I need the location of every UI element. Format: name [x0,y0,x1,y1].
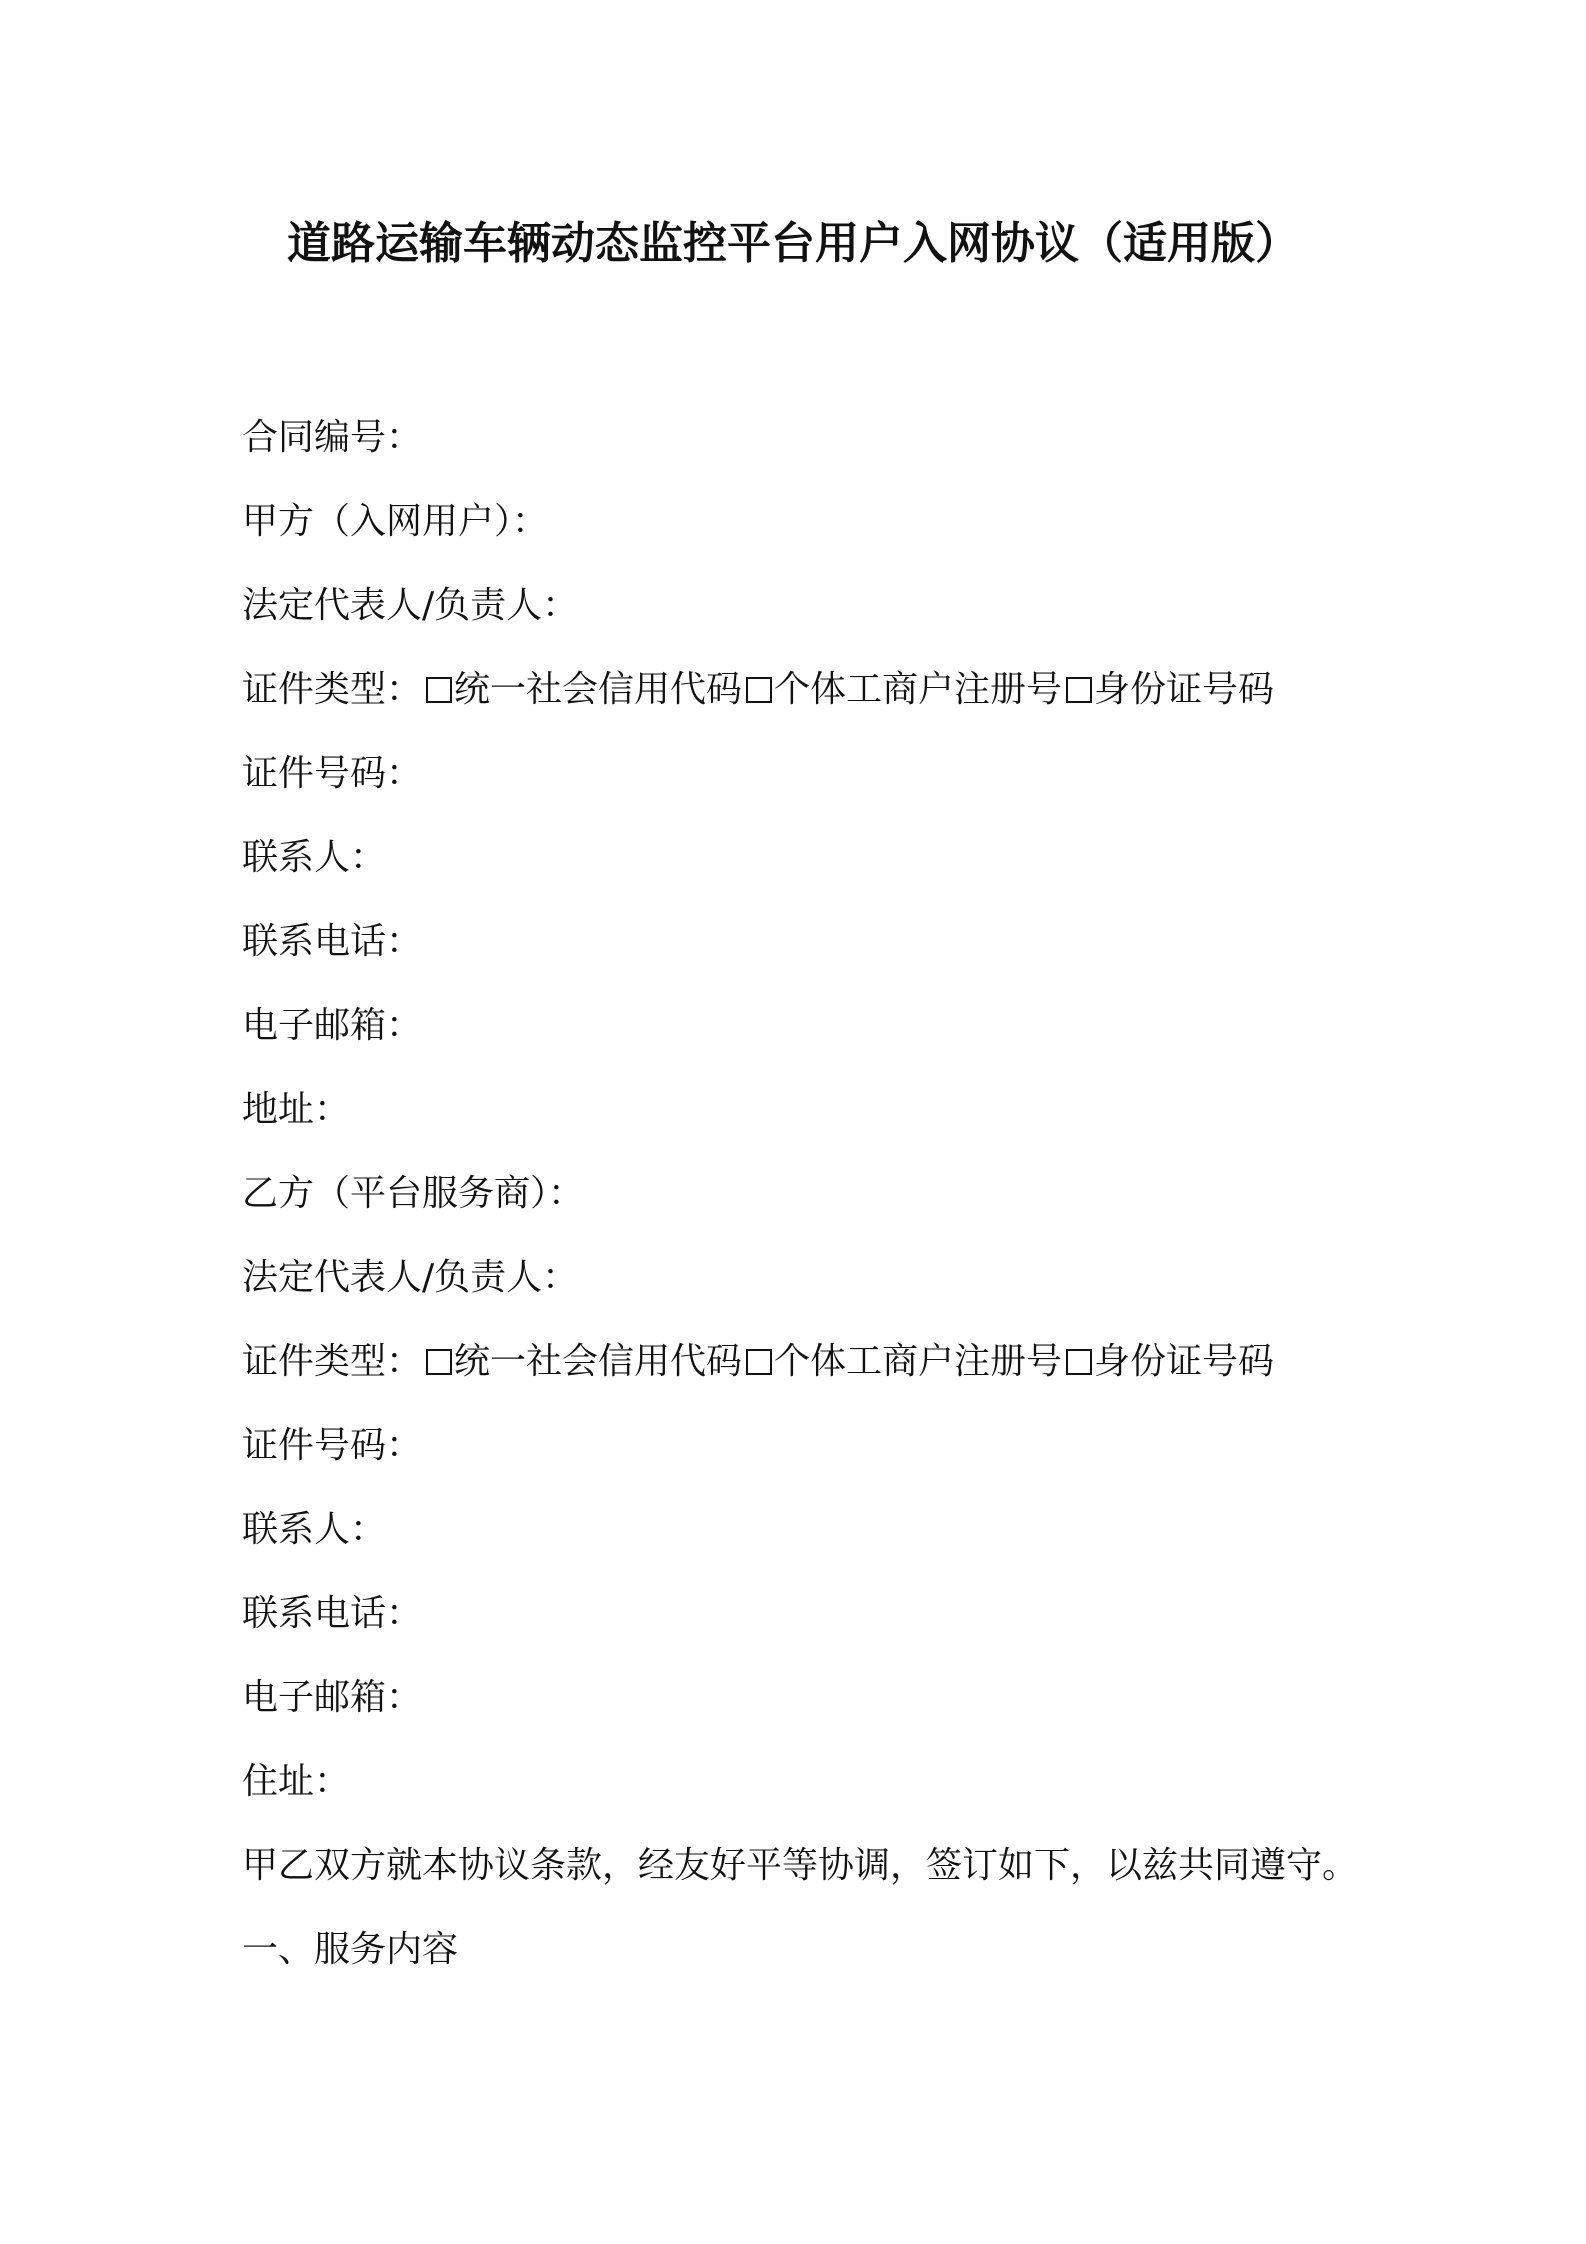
option-business-registration: 个体工商户注册号 [774,1341,1063,1382]
option-unified-credit-code: 统一社会信用代码 [454,669,743,710]
option-id-card: 身份证号码 [1094,1341,1275,1382]
party-b-email-label: 电子邮箱： [242,1677,423,1718]
option-id-card: 身份证号码 [1094,669,1275,710]
checkbox-unified-credit-code[interactable] [426,677,452,703]
party-a-id-type-row [242,660,1422,744]
party-b-legal-rep-label: 法定代表人/负责人： [242,1257,579,1298]
party-b-heading: 乙方（平台服务商）： [242,1173,585,1214]
party-a-heading: 甲方（入网用户）： [242,501,549,542]
checkbox-unified-credit-code[interactable] [426,1349,452,1375]
section-heading-service-content: 一、服务内容 [242,1929,459,1970]
party-b-contact-label: 联系人： [242,1509,387,1550]
party-b-id-type-row [242,1332,1422,1416]
party-a-id-type-label: 证件类型： [242,669,423,710]
option-business-registration: 个体工商户注册号 [774,669,1063,710]
party-b-id-number-label: 证件号码： [242,1425,423,1466]
party-b-address-label: 住址： [242,1761,351,1802]
party-b-phone-label: 联系电话： [242,1593,423,1634]
party-b-id-type-label: 证件类型： [242,1341,423,1382]
option-unified-credit-code: 统一社会信用代码 [454,1341,743,1382]
checkbox-business-registration[interactable] [746,1349,772,1375]
checkbox-id-card[interactable] [1066,677,1092,703]
party-a-contact-label: 联系人： [242,837,387,878]
contract-number-label: 合同编号： [242,417,423,458]
party-a-phone-label: 联系电话： [242,921,423,962]
checkbox-business-registration[interactable] [746,677,772,703]
party-a-email-label: 电子邮箱： [242,1005,423,1046]
checkbox-id-card[interactable] [1066,1349,1092,1375]
document-title: 道路运输车辆动态监控平台用户入网协议（适用版） [287,218,1299,269]
party-a-address-label: 地址： [242,1089,351,1130]
party-a-id-number-label: 证件号码： [242,753,423,794]
agreement-intro: 甲乙双方就本协议条款，经友好平等协调，签订如下，以兹共同遵守。 [242,1845,1359,1886]
party-a-legal-rep-label: 法定代表人/负责人： [242,585,579,626]
contract-fields [242,408,1422,2004]
